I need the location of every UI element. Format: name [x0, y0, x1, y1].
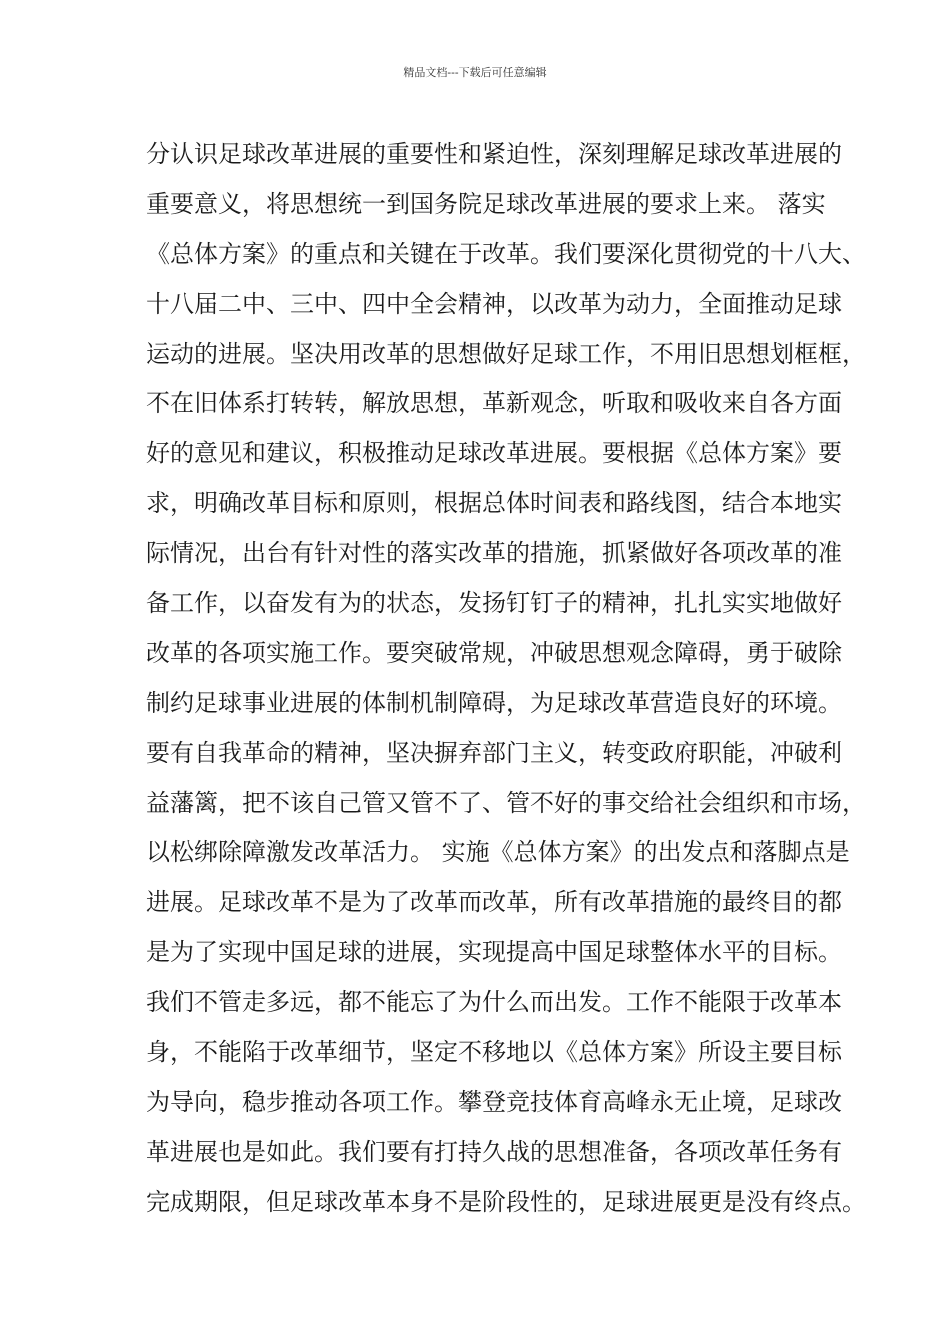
text-line: 是为了实现中国足球的进展，实现提高中国足球整体水平的目标。 [146, 938, 842, 967]
text-line: 求，明确改革目标和原则，根据总体时间表和路线图，结合本地实 [146, 489, 842, 518]
body-text [146, 130, 866, 1228]
text-line: 为导向，稳步推动各项工作。攀登竞技体育高峰永无止境，足球改 [146, 1087, 842, 1116]
text-line: 不在旧体系打转转，解放思想，革新观念，听取和吸收来自各方面 [146, 389, 842, 418]
text-line: 运动的进展。坚决用改革的思想做好足球工作，不用旧思想划框框， [146, 339, 866, 368]
text-line: 身，不能陷于改革细节，坚定不移地以《总体方案》所设主要目标 [146, 1038, 842, 1067]
text-line: 制约足球事业进展的体制机制障碍，为足球改革营造良好的环境。 [146, 688, 842, 717]
text-line: 分认识足球改革进展的重要性和紧迫性，深刻理解足球改革进展的 [146, 140, 842, 168]
text-line: 以松绑除障激发改革活力。 实施《总体方案》的出发点和落脚点是 [146, 838, 850, 867]
page-header: 精品文档---下载后可任意编辑 [403, 66, 547, 79]
text-line: 完成期限，但足球改革本身不是阶段性的，足球进展更是没有终点。 [146, 1187, 866, 1216]
text-line: 革进展也是如此。我们要有打持久战的思想准备，各项改革任务有 [146, 1137, 842, 1166]
text-line: 益藩篱，把不该自己管又管不了、管不好的事交给社会组织和市场， [146, 788, 866, 817]
text-line: 际情况，出台有针对性的落实改革的措施，抓紧做好各项改革的准 [146, 539, 842, 568]
text-line: 《总体方案》的重点和关键在于改革。我们要深化贯彻党的十八大、 [146, 239, 866, 268]
text-line: 我们不管走多远，都不能忘了为什么而出发。工作不能限于改革本 [146, 988, 842, 1017]
text-line: 好的意见和建议，积极推动足球改革进展。要根据《总体方案》要 [146, 439, 842, 468]
text-line: 进展。足球改革不是为了改革而改革，所有改革措施的最终目的都 [146, 888, 842, 917]
text-line: 要有自我革命的精神，坚决摒弃部门主义，转变政府职能，冲破利 [146, 738, 842, 767]
text-line: 改革的各项实施工作。要突破常规，冲破思想观念障碍，勇于破除 [146, 638, 842, 667]
text-line: 十八届二中、三中、四中全会精神，以改革为动力，全面推动足球 [146, 289, 842, 318]
text-line: 重要意义，将思想统一到国务院足球改革进展的要求上来。 落实 [146, 189, 826, 218]
text-line: 备工作，以奋发有为的状态，发扬钉钉子的精神，扎扎实实地做好 [146, 589, 842, 618]
